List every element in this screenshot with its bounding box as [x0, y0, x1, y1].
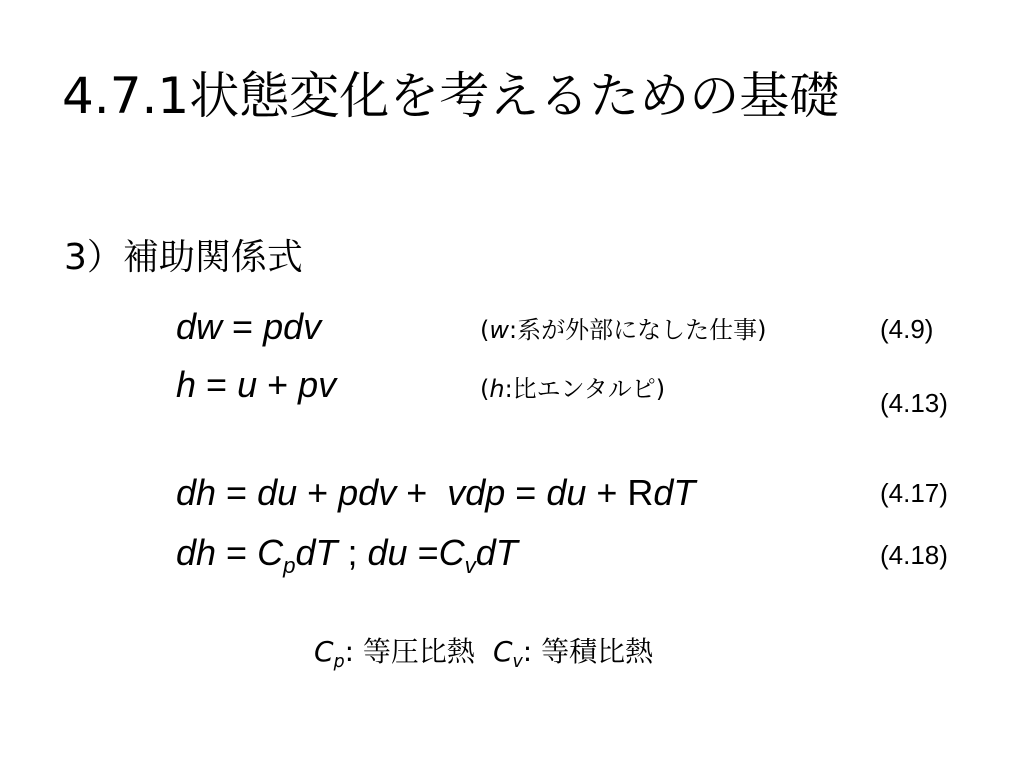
eq-operator: + — [586, 472, 628, 513]
equation-work-note — [480, 313, 766, 347]
equation-number-4-9: (4.9) — [880, 314, 934, 344]
equation-number-4-18: (4.18) — [880, 540, 948, 570]
eq-term: h — [176, 364, 197, 405]
legend-text: : 等圧比熱 — [344, 635, 475, 668]
equation-enthalpy — [176, 362, 336, 408]
eq-term: dh — [176, 472, 217, 513]
legend-subscript: p — [333, 652, 345, 673]
eq-term: C — [257, 532, 284, 573]
legend-symbol: C — [492, 635, 513, 668]
eq-operator: ; — [337, 532, 368, 573]
eq-term: dT — [653, 472, 696, 513]
eq-operator: = — [216, 472, 258, 513]
eq-operator: + — [257, 364, 299, 405]
note-paren: ( — [480, 316, 490, 344]
equation-enthalpy-note — [480, 372, 665, 406]
eq-subscript: v — [464, 552, 476, 578]
legend-subscript: v — [512, 652, 523, 673]
eq-term: dw — [176, 306, 223, 347]
specific-heat-legend — [314, 632, 653, 672]
slide-title: 4.7.1状態変化を考えるための基礎 — [62, 67, 840, 125]
legend-cp — [314, 635, 475, 673]
eq-subscript: p — [283, 552, 296, 578]
eq-term: pdv — [263, 306, 322, 347]
eq-operator: + — [396, 472, 448, 513]
eq-operator: = — [196, 364, 238, 405]
note-paren: ( — [480, 375, 490, 403]
eq-operator: = — [407, 532, 439, 573]
eq-term: dh — [176, 532, 217, 573]
section-heading: 3）補助関係式 — [64, 237, 303, 278]
equation-specific-heat — [176, 530, 518, 576]
eq-term: pdv — [338, 472, 397, 513]
eq-operator: = — [222, 306, 264, 347]
legend-cv — [492, 635, 654, 673]
eq-operator: = — [505, 472, 547, 513]
note-variable: w — [489, 316, 510, 344]
note-text: :比エンタルピ) — [504, 375, 666, 403]
eq-term: du — [546, 472, 587, 513]
eq-term: vdp — [447, 472, 506, 513]
equation-number-4-13: (4.13) — [880, 388, 948, 418]
note-text: :系が外部になした仕事) — [509, 316, 767, 344]
gas-constant: R — [627, 472, 654, 513]
eq-term: du — [367, 532, 408, 573]
eq-operator: = — [216, 532, 258, 573]
eq-operator: + — [297, 472, 339, 513]
eq-term: pv — [298, 364, 337, 405]
legend-symbol: C — [314, 635, 334, 668]
eq-term: C — [438, 532, 465, 573]
eq-term: u — [237, 364, 258, 405]
legend-text: : 等積比熱 — [522, 635, 654, 668]
note-variable: h — [489, 375, 505, 403]
equation-work — [176, 304, 321, 350]
eq-term: dT — [295, 532, 338, 573]
eq-term: du — [257, 472, 298, 513]
equation-dh-expansion — [176, 470, 695, 516]
eq-term: dT — [475, 532, 518, 573]
equation-number-4-17: (4.17) — [880, 478, 948, 508]
